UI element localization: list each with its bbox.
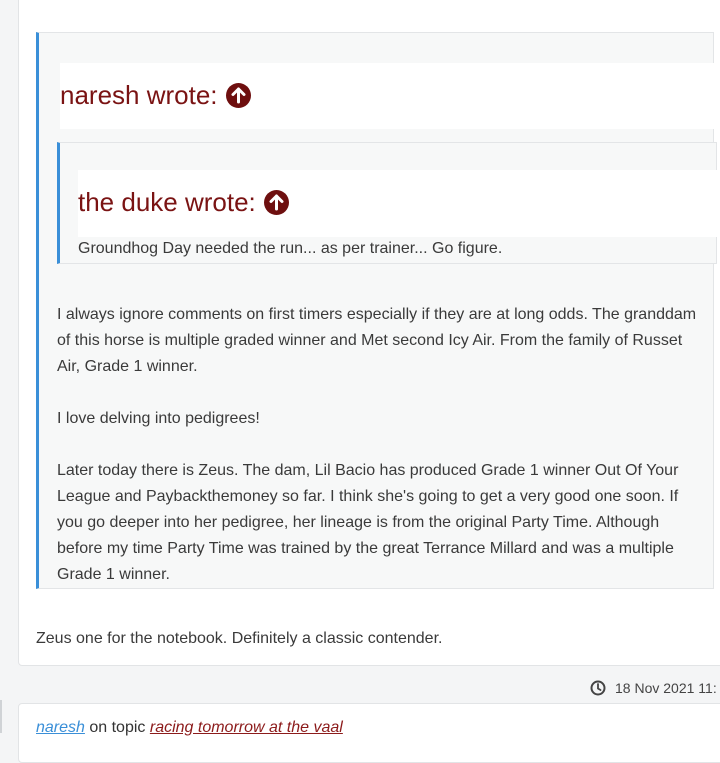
next-post-on-topic-label: on topic <box>84 719 150 736</box>
next-post-topic-link[interactable]: racing tomorrow at the vaal <box>149 719 343 736</box>
quote-paragraph: I always ignore comments on first timers especially if they are at long odds. The granddam of this horse is multiple graded winner and Met second Icy Air. From the family of Russet Air, Grade 1 winner. <box>57 306 697 375</box>
quote-body <box>57 302 707 588</box>
arrow-up-circle-icon[interactable] <box>264 190 289 215</box>
quote-author-label: the duke wrote: <box>78 187 256 217</box>
next-post-user-link[interactable]: naresh <box>36 719 85 736</box>
quote-header <box>60 63 717 129</box>
quote-header <box>78 170 717 237</box>
quote-paragraph: Later today there is Zeus. The dam, Lil Bacio has produced Grade 1 winner Out Of Your League and Paybackthemoney so far. I think she's going to get a very good one soon. If you go deeper into her pedigree, her lineage is from the original Party Time. Although before my time Party Time was trained by the great Terrance Millard and was a multiple Grade 1 winner. <box>57 462 679 583</box>
quote-paragraph: I love delving into pedigrees! <box>57 410 260 427</box>
post-reply-text: Zeus one for the notebook. Definitely a classic contender. <box>36 630 443 647</box>
arrow-up-circle-icon[interactable] <box>226 83 251 108</box>
next-post-title <box>36 719 343 737</box>
next-post-card <box>18 703 720 763</box>
clock-icon <box>590 680 606 696</box>
post-timestamp <box>590 680 717 696</box>
quote-author-heading <box>78 187 289 218</box>
quote-block-inner <box>57 142 717 264</box>
quote-block-outer <box>36 32 714 589</box>
quote-author-heading <box>60 80 251 111</box>
quote-author-label: naresh wrote: <box>60 80 218 110</box>
quote-text: Groundhog Day needed the run... as per trainer... Go figure. <box>78 240 503 257</box>
timestamp-text: 18 Nov 2021 11: <box>615 680 717 696</box>
left-edge-divider <box>0 700 2 733</box>
